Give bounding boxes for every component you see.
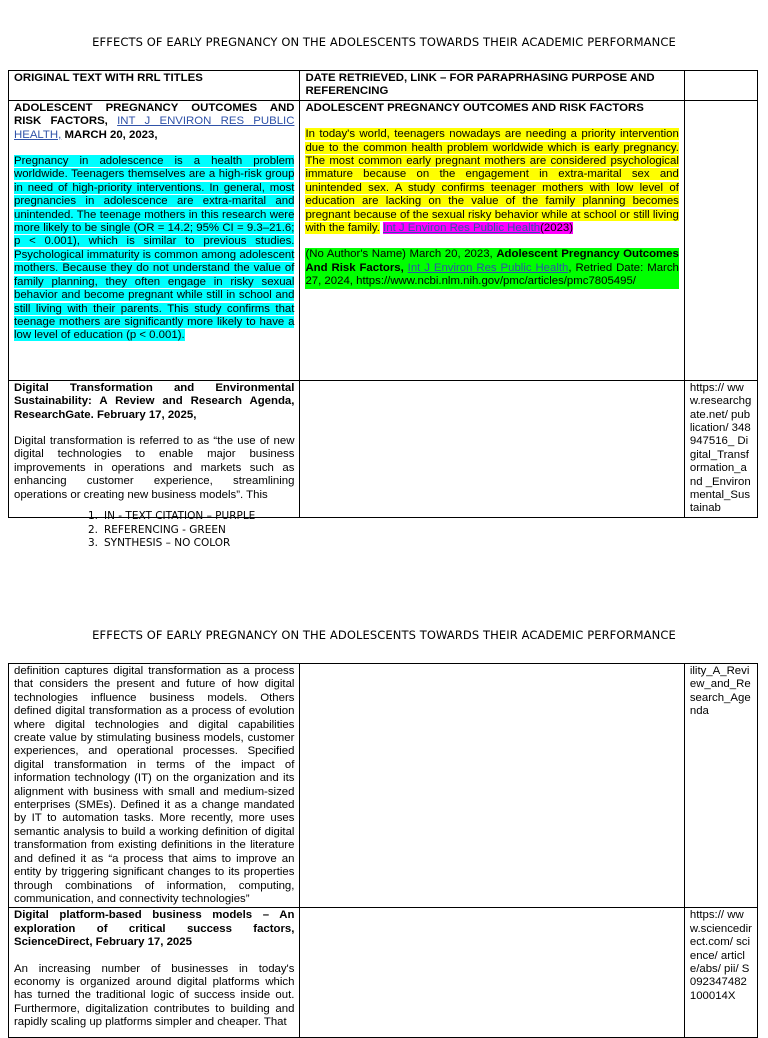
page-title: EFFECTS OF EARLY PREGNANCY ON THE ADOLESCENTS TOWARDS THEIR ACADEMIC PERFORMANCE xyxy=(92,35,676,49)
legend-item: 3. SYNTHESIS – NO COLOR xyxy=(88,537,231,549)
source-url[interactable]: https:// www.sciencedirect.com/ science/ article/abs/ pii/ S092347482 100014X xyxy=(684,908,757,1038)
table-row xyxy=(9,100,758,380)
paraphrase-cell xyxy=(300,908,684,1038)
header-original-text: ORIGINAL TEXT WITH RRL TITLES xyxy=(9,71,300,101)
source-url[interactable]: https:// www.researchgate.net/ publication/ 348947516_ Digital_Transformation_and _Environmental_Sustainab xyxy=(684,380,757,517)
rrl-title: ADOLESCENT PREGNANCY OUTCOMES AND RISK FACTORS, xyxy=(14,101,295,128)
legend-item: 2. REFERENCING - GREEN xyxy=(88,523,226,536)
original-text-cell xyxy=(9,100,300,380)
original-text: An increasing number of businesses in today's economy is organized around digital platforms which has turned the traditional logic of success inside out. Furthermore, digitalization contributes to building and rapidly scaling up platforms simpler and cheaper. That xyxy=(14,962,295,1029)
in-text-citation-link[interactable]: Int J Environ Res Public Health xyxy=(383,222,541,235)
table-row xyxy=(9,908,758,1038)
reference-title: Adolescent Pregnancy Outcomes And Risk Factors, xyxy=(305,248,679,274)
original-text-cell xyxy=(9,380,300,517)
in-text-citation-year: (2023) xyxy=(540,222,574,235)
paraphrase-heading: ADOLESCENT PREGNANCY OUTCOMES AND RISK FACTORS xyxy=(305,101,644,114)
reference-url[interactable]: https://www.ncbi.nlm.nih.gov/pmc/articles/pmc7805495/ xyxy=(356,275,636,288)
paraphrase-cell xyxy=(300,100,684,380)
rrl-title: Digital platform-based business models – An exploration of critical success factors, ScienceDirect, February 17, 2025 xyxy=(14,909,295,949)
rrl-title: Digital Transformation and Environmental Sustainability: A Review and Research Agenda, ResearchGate. February 17, 2025, xyxy=(14,381,295,421)
rrl-date: MARCH 20, 2023, xyxy=(64,128,158,141)
paraphrase-cell xyxy=(300,380,684,517)
reference-entry xyxy=(305,248,678,288)
original-text: Digital transformation is referred to as “the use of new digital technologies to enable major business improvements in operations and markets such as enhancing customer experience, streamlining operations or creating new business models”. This xyxy=(14,435,295,501)
source-url[interactable]: ility_A_Review_and_Research_Agenda xyxy=(684,664,757,908)
reference-prefix: (No Author's Name) March 20, 2023, xyxy=(305,248,493,261)
header-link xyxy=(684,71,757,101)
link-cell xyxy=(684,100,757,380)
original-text-cell: definition captures digital transformation as a process that considers the present and future of how digital technologies influence business models. Others defined digital transformation as a process of evolution where digital technologies and digital capabilities create value by stimulating business models, customer experiences, and operational processes. Specified digital transformation in terms of the impact of information technology (IT) on the organization and its alignment with business with small and medium-sized enterprises (SMEs). Defined it as a change mandated by IT to automation tasks. More recently, more uses semantic analysis to build a working definition of digital transformation from existing definitions in the literature and defined it as “a process that aims to improve an entity by triggering significant changes to its properties through combinations of information, computing, communication, and connectivity technologies” xyxy=(9,664,300,908)
rrl-source-link[interactable]: INT J ENVIRON RES PUBLIC HEALTH, xyxy=(14,115,295,141)
rrl-table-continued xyxy=(8,663,758,1038)
original-text: Pregnancy in adolescence is a health problem worldwide. Teenagers themselves are a high-risk group in need of high-priority interventions. In general, most pregnancies in adolescence are extra-marital and unintended. The teenage mothers in this research were more likely to be single (OR = 14.2; 95% CI = 9.3–21.6; p < 0.001), which is similar to previous studies. Psychological immaturity is common among adolescent mothers. Because they do not understand the value of family planning, they often engage in risky sexual behavior and become pregnant while still in school and still living with their parents. This study confirms that teenage mothers are significantly more likely to have a low level of education (p < 0.001). xyxy=(14,155,295,342)
rrl-table xyxy=(8,70,758,518)
table-row xyxy=(9,664,758,908)
legend-item: 1. IN - TEXT CITATION – PURPLE xyxy=(88,510,256,522)
table-header-row xyxy=(9,71,758,101)
synthesis-text: In today's world, teenagers nowadays are needing a priority intervention due to the common health problem worldwide which is early pregnancy. The most common early pregnant mothers are considered psychological immature because on the engagement in extra-marital sex and unintended sex. A study confirms teenager mothers with low level of education are lacking on the value of the family planning becomes pregnant because of the sexual risky behavior while at school or still living with the family. xyxy=(305,128,679,235)
header-date-retrieved: DATE RETRIEVED, LINK – FOR PARAPRHASING PURPOSE AND REFERENCING xyxy=(300,71,684,101)
page-title: EFFECTS OF EARLY PREGNANCY ON THE ADOLESCENTS TOWARDS THEIR ACADEMIC PERFORMANCE xyxy=(92,628,676,642)
original-text-cell xyxy=(9,908,300,1038)
color-legend xyxy=(88,510,255,551)
reference-retrieved-date: , Retried Date: March 27, 2024, xyxy=(305,261,679,288)
paraphrase-cell xyxy=(300,664,684,908)
table-row xyxy=(9,380,758,517)
reference-journal-link[interactable]: Int J Environ Res Public Health xyxy=(407,261,569,274)
